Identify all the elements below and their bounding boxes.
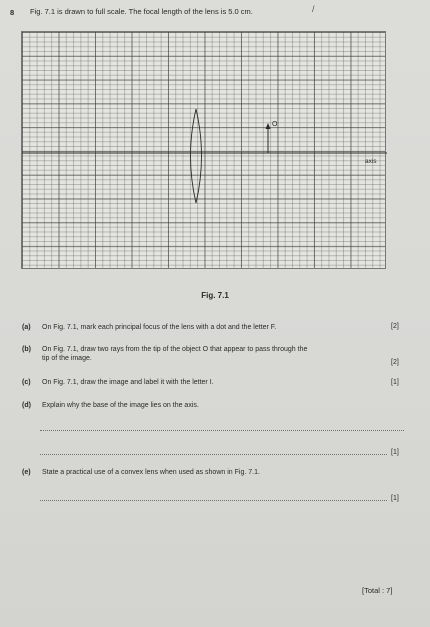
part-d-answer-line-1[interactable] — [40, 430, 404, 431]
part-e-label: (e) — [22, 469, 31, 476]
part-b-text-line2: tip of the image. — [42, 355, 92, 362]
axis-label: axis — [365, 158, 377, 165]
figure-caption: Fig. 7.1 — [201, 291, 229, 300]
part-e-text: State a practical use of a convex lens when used as shown in Fig. 7.1. — [42, 469, 260, 476]
part-e-answer-line[interactable] — [40, 500, 387, 501]
part-d-label: (d) — [22, 402, 31, 409]
part-b-marks: [2] — [391, 359, 399, 366]
question-number: 8 — [10, 8, 15, 17]
part-d-answer-line-2[interactable] — [40, 454, 387, 455]
part-b-text-line1: On Fig. 7.1, draw two rays from the tip of the object O that appear to pass through the — [42, 346, 308, 353]
part-c-label: (c) — [22, 379, 31, 386]
tick-mark: / — [312, 4, 315, 14]
object-arrowhead — [266, 123, 271, 129]
part-d-text: Explain why the base of the image lies on the axis. — [42, 402, 199, 409]
part-e-marks: [1] — [391, 495, 399, 502]
part-a-marks: [2] — [391, 323, 399, 330]
total-marks: [Total : 7] — [362, 586, 393, 595]
part-c-marks: [1] — [391, 379, 399, 386]
part-b-label: (b) — [22, 346, 31, 353]
lens-diagram — [22, 32, 387, 270]
question-intro: Fig. 7.1 is drawn to full scale. The focal length of the lens is 5.0 cm. — [30, 7, 253, 16]
convex-lens — [191, 109, 202, 203]
part-d-marks: [1] — [391, 449, 399, 456]
part-c-text: On Fig. 7.1, draw the image and label it with the letter I. — [42, 379, 214, 386]
part-a-text: On Fig. 7.1, mark each principal focus of the lens with a dot and the letter F. — [42, 324, 277, 331]
graph-grid — [21, 31, 386, 269]
part-a-label: (a) — [22, 324, 31, 331]
object-label: O — [272, 121, 278, 128]
